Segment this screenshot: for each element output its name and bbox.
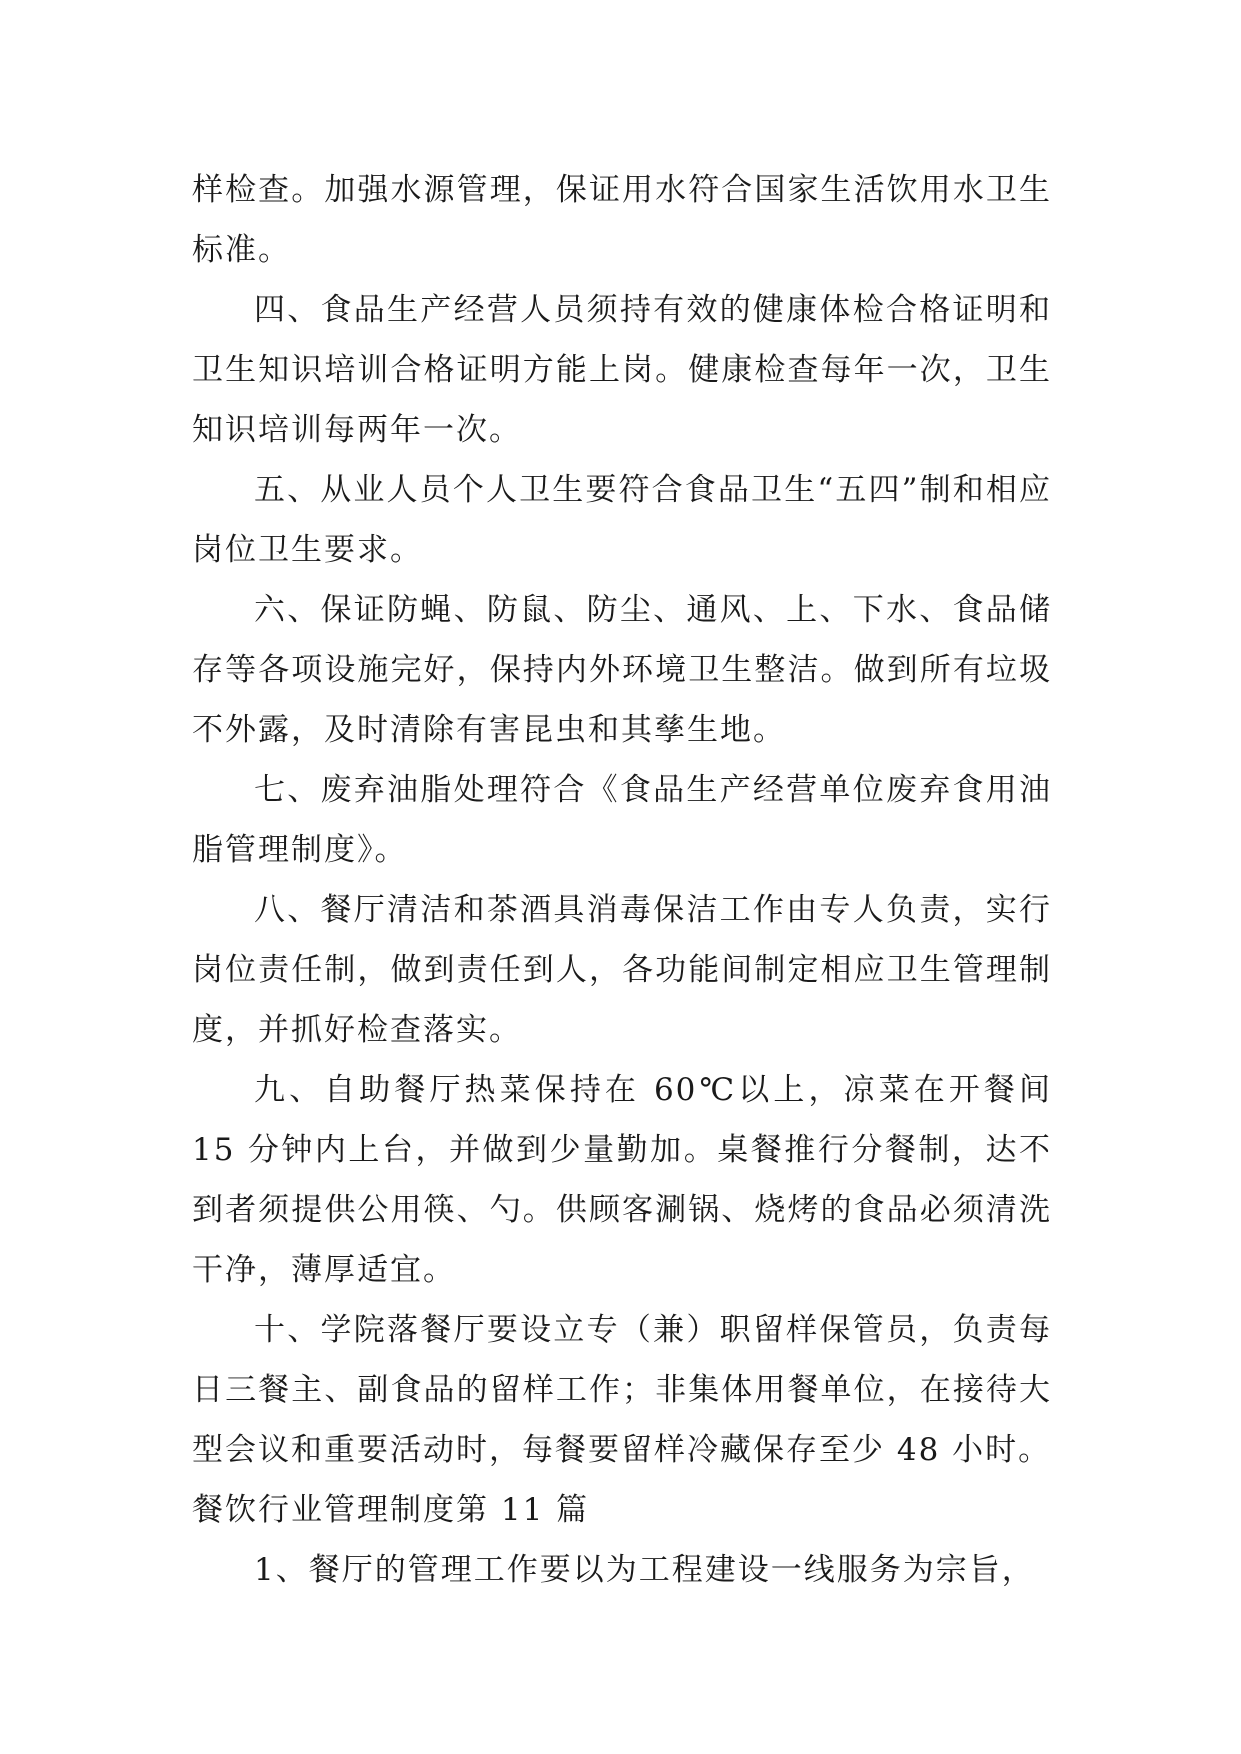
paragraph-item-4: 四、食品生产经营人员须持有效的健康体检合格证明和卫生知识培训合格证明方能上岗。健康检查每年一次，卫生知识培训每两年一次。 (192, 292, 1052, 448)
document-body (192, 160, 1052, 1600)
paragraph-water-source: 样检查。加强水源管理，保证用水符合国家生活饮用水卫生标准。 (192, 172, 1052, 268)
paragraph-item-5: 五、从业人员个人卫生要符合食品卫生“五四”制和相应岗位卫生要求。 (192, 472, 1052, 568)
section-heading: 餐饮行业管理制度第 11 篇 (192, 1492, 590, 1528)
paragraph-item-7: 七、废弃油脂处理符合《食品生产经营单位废弃食用油脂管理制度》。 (192, 772, 1052, 868)
paragraph-item-10: 十、学院落餐厅要设立专（兼）职留样保管员，负责每日三餐主、副食品的留样工作；非集体用餐单位，在接待大型会议和重要活动时，每餐要留样冷藏保存至少 48 小时。 (192, 1312, 1052, 1468)
paragraph-item-6: 六、保证防蝇、防鼠、防尘、通风、上、下水、食品储存等各项设施完好，保持内外环境卫生整洁。做到所有垃圾不外露，及时清除有害昆虫和其孳生地。 (192, 592, 1052, 748)
paragraph-section-item-1: 1、餐厅的管理工作要以为工程建设一线服务为宗旨， (254, 1552, 1035, 1588)
paragraph-item-9: 九、自助餐厅热菜保持在 60℃以上，凉菜在开餐间 15 分钟内上台，并做到少量勤加。桌餐推行分餐制，达不到者须提供公用筷、勺。供顾客涮锅、烧烤的食品必须清洗干净，薄厚适宜。 (192, 1072, 1052, 1288)
paragraph-item-8: 八、餐厅清洁和茶酒具消毒保洁工作由专人负责，实行岗位责任制，做到责任到人，各功能间制定相应卫生管理制度，并抓好检查落实。 (192, 892, 1052, 1048)
